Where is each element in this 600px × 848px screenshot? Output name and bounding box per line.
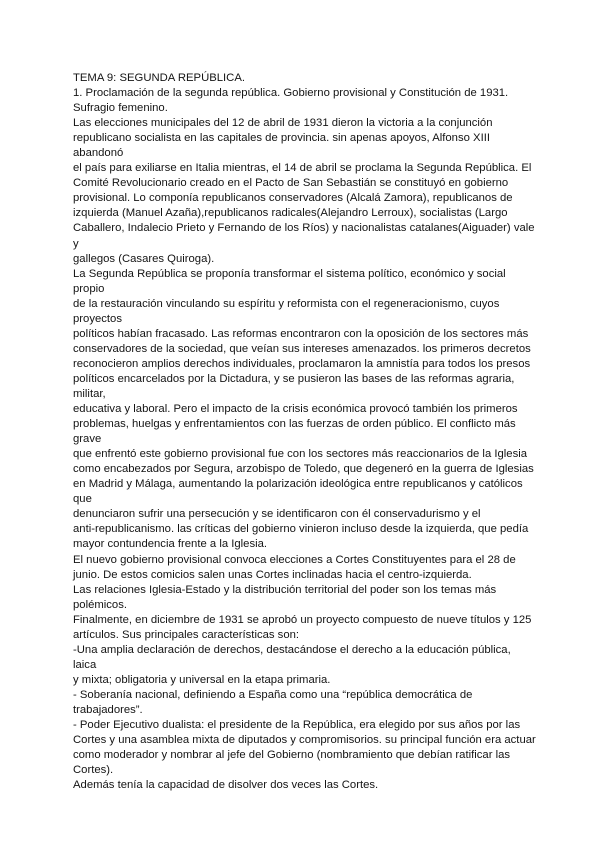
text-line: - Soberanía nacional, definiendo a España como una “república democrática de [73,688,473,701]
text-line: Cortes). [73,764,114,777]
text-line: políticos encarcelados por la Dictadura, y se pusieron las bases de las reformas agraria, [73,372,515,385]
text-line: militar, [73,387,106,400]
text-line: como moderador y nombrar al jefe del Gobierno (nombramiento que debían ratificar las [73,749,511,762]
document-title: TEMA 9: SEGUNDA REPÚBLICA. [73,72,246,84]
text-line: propio [73,282,105,295]
document-body [73,71,536,793]
text-line: El nuevo gobierno provisional convoca elecciones a Cortes Constituyentes para el 28 de [73,553,516,566]
text-line: junio. De estos comicios salen unas Cortes inclinadas hacia el centro-izquierda. [73,568,472,581]
text-line: -Una amplia declaración de derechos, destacándose el derecho a la educación pública, [73,643,511,656]
text-line: gallegos (Casares Quiroga). [73,252,215,265]
text-line: que enfrentó este gobierno provisional fue con los sectores más reaccionarios de la Iglesia [73,448,528,461]
text-line: denunciaron sufrir una persecución y se identificaron con él conservadurismo y el [73,508,481,521]
text-line: proyectos [73,312,122,325]
text-line: Finalmente, en diciembre de 1931 se aprobó un proyecto compuesto de nueve títulos y 125 [73,613,532,626]
text-line: 1. Proclamación de la segunda república. Gobierno provisional y Constitución de 1931. [73,87,509,100]
text-line: artículos. Sus principales características son: [73,628,300,641]
text-line: de la restauración vinculando su espíritu y reformista con el regeneracionismo, cuyos [73,297,500,310]
text-line: provisional. Lo componía republicanos conservadores (Alcalá Zamora), republicanos de [73,192,513,205]
text-line: políticos habían fracasado. Las reformas encontraron con la oposición de los sectores más [73,327,529,340]
text-line: grave [73,433,102,446]
text-line: laica [73,658,97,671]
text-line: problemas, huelgas y enfrentamientos con las fuerzas de orden público. El conflicto más [73,418,516,431]
text-line: Comité Revolucionario creado en el Pacto de San Sebastián se constituyó en gobierno [73,177,509,190]
text-line: mayor contundencia frente a la Iglesia. [73,538,268,551]
text-line: La Segunda República se proponía transformar el sistema político, económico y social [73,267,506,280]
text-line: Sufragio femenino. [73,102,168,115]
text-line: Cortes y una asamblea mixta de diputados y compromisorios. su principal función era actuar [73,734,536,747]
text-line: como encabezados por Segura, arzobispo de Toledo, que degeneró en la guerra de Iglesias [73,463,534,476]
text-line: anti-republicanismo. las críticas del gobierno vinieron incluso desde la izquierda, que pedía [73,523,529,536]
text-line: Las elecciones municipales del 12 de abril de 1931 dieron la victoria a la conjunción [73,117,493,130]
text-line: que [73,493,92,506]
text-line: educativa y laboral. Pero el impacto de la crisis económica provocó también los primeros [73,403,518,416]
text-line: - Poder Ejecutivo dualista: el presidente de la República, era elegido por sus años por las [73,719,521,732]
text-line: Caballero, Indalecio Prieto y Fernando de los Ríos) y nacionalistas catalanes(Aiguader) vale [73,222,535,235]
text-line: y mixta; obligatoria y universal en la etapa primaria. [73,673,331,686]
text-line: reconocieron amplios derechos individuales, proclamaron la amnistía para todos los presos [73,357,531,370]
text-line: Además tenía la capacidad de disolver dos veces las Cortes. [73,779,379,792]
text-line: abandonó [73,147,124,160]
text-line: trabajadores”. [73,703,143,716]
text-line: Las relaciones Iglesia-Estado y la distribución territorial del poder son los temas más [73,583,497,596]
text-line: y [73,237,79,250]
text-line: conservadores de la sociedad, que veían sus intereses amenazados. los primeros decretos [73,342,531,355]
text-line: el país para exiliarse en Italia mientras, el 14 de abril se proclama la Segunda República. El [73,162,532,175]
text-line: republicano socialista en las capitales de provincia. sin apenas apoyos, Alfonso XIII [73,132,490,145]
text-line: en Madrid y Málaga, aumentando la polarización ideológica entre republicanos y católicos [73,478,523,491]
text-line: polémicos. [73,598,127,611]
text-line: izquierda (Manuel Azaña),republicanos radicales(Alejandro Lerroux), socialistas (Largo [73,207,508,220]
